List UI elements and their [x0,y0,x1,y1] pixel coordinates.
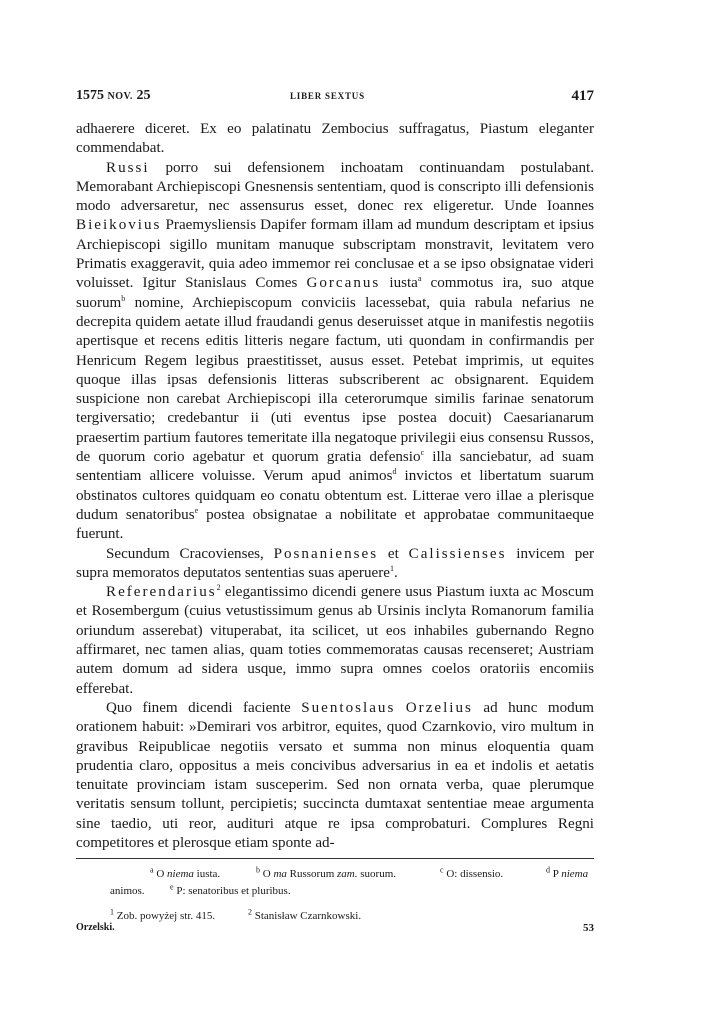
footnote-mark: 1 [110,907,114,917]
variant-lemma: animos. [110,885,145,897]
footnote-rule [76,858,594,859]
note-reference: b [121,293,126,303]
text-run: elegantissimo dicendi genere usus Piastum iuxta ac Moscum et Rosembergum (cuius vetustissimum genus ab Ursinis inclyta Romanorum familia oriundum asserebat) vituperabat, ita scilicet, ut eos inhabiles gubernando Regno affirmaret, nec tamen alias, quam toties commemoratas causas recenseret; Austriam autem domum ad sidera usque, immo supra omnes coelos oratoriis encomiis efferebat. [76,584,594,697]
variant-lemma: Russorum [289,868,335,880]
body-paragraph [76,159,594,545]
variant-witness: P [176,885,183,897]
text-run: et [378,545,409,562]
text-run: ad hunc modum orationem habuit: »Demirari vos arbitror, equites, quod Czarnkovio, viro multum in gravibus Reipublicae negotiis versato et summa non minus eloquentia quam prudentia claro, oppositus a meis concivibus adversarius in ea et indolis et aetatis tenuitate provinciam istam susceperim. Sed non ornata verba, quae plerumque veritatis sensum tollunt, percipietis; succincta dumtaxat sententiae meae argumenta sine taedio, uti reor, audituri atque re ipsa comprobaturi. Complures Regni competitores et plerosque etiam sponte ad- [76,699,594,851]
variant-note-d [546,866,588,883]
variant-text: : dissensio. [454,868,504,880]
apparatus [76,866,594,925]
spaced-name: Posnanienses [273,545,379,562]
running-title: LIBER SEXTUS [290,91,365,101]
spaced-name: Russi [106,159,150,176]
header-year: 1575 [76,88,104,103]
body-paragraph [76,699,594,853]
main-text [76,120,594,853]
note-reference: 1 [389,563,394,573]
header-day: 25 [136,88,151,103]
running-header [76,88,594,110]
note-reference: e [194,505,199,515]
variant-note-e [170,883,291,900]
body-paragraph [76,545,594,584]
variant-word: ma [273,868,287,880]
text-run: invicem per supra memoratos deputatos sententias suas aperuere [76,545,594,581]
spaced-name: Orzelius [405,699,473,716]
variant-witness: O [156,868,165,880]
text-run [395,700,405,716]
spaced-name: Calissienses [408,545,507,562]
note-reference: 2 [216,583,221,593]
text-run: invictos et libertatum suarum obstinatos cultores quidquam eo conatu obtentum est. Litterae vero illae a plerisque dudum senatoribus [76,468,594,523]
variant-note-b [256,866,396,883]
page-number: 417 [571,88,594,104]
body-paragraph [76,583,594,699]
variant-notes-line-2 [76,883,594,900]
variant-word: niema [561,868,589,880]
footer-signature: Orzelski. [76,922,115,933]
text-run: . [393,564,398,581]
text-run: adhaerere diceret. Ex eo palatinatu Zembocius suffragatus, Piastum eleganter commendabat. [76,121,594,157]
spaced-name: Referendarius [106,584,217,601]
note-reference: d [392,467,397,477]
variant-word: niema [167,868,194,880]
text-run: Secundum Cracovienses, [106,545,274,562]
variant-witness: P [552,868,559,880]
note-reference: c [420,448,425,458]
header-date [76,88,150,104]
variant-mark: a [150,865,154,875]
spaced-name: Bieikovius [76,217,162,234]
footnote-text: Stanisław Czarnkowski. [254,910,362,922]
body-paragraph [76,120,594,159]
text-run: postea obsignatae a nobilitate et approbatae communitaeque fuerunt. [76,506,594,543]
variant-word: zam. [337,868,358,880]
variant-witness: O [446,868,455,880]
variant-notes-line-1 [76,866,594,883]
header-month: NOV. [107,91,133,102]
variant-note-c [440,866,503,883]
variant-note-a [150,866,220,883]
variant-text: : senatoribus et pluribus. [182,885,291,897]
text-run: nomine, Archiepiscopum conviciis lacessebat, quia rabula nefarius ne decrepita quidem aetate illud fraudandi genus deseruisset atque in manifestis negotiis apertisque et recens editis litteris negare factum, uti quondam in confirmandis per Henricum Regem legibus praestitisset, ausus esset. Petebat imprimis, ut equites quoque illas ipsas defensionis litteras subscriberent ac obsignarent. Equidem suspicione non carebat Archiepiscopi illa ceterorumque similis farinae senatorum tergiversatio; credebantur ii (uti eventus ipse postea docuit) Caesarianarum praesertim partium fautores temeritate illa negatoque privilegii eius consensu Russos, de quorum corio agebatur et quorum gratia defensio [76,294,594,466]
text-run: illa sanciebatur, ad suam sententiam allicere voluisse. Verum apud animos [76,449,594,485]
variant-mark: c [440,865,444,875]
text-run: commotus ira, suo atque suorum [76,275,595,311]
footer-sheet-number: 53 [583,922,594,934]
text-run: iusta [380,275,418,292]
page-footer [76,922,594,942]
variant-lemma: suorum. [360,868,397,880]
text-run: porro sui defensionem inchoatam continuandam postulabant. Memorabant Archiepiscopi Gnesnensis sententiam, quod is conscripto illi defensionis modo adversaretur, nec assensurus esset, donec rex eligeretur. Unde Ioannes [76,159,594,215]
variant-lemma: iusta. [196,868,221,880]
variant-mark: d [546,865,550,875]
footnote-text: Zob. powyżej str. 415. [116,910,216,922]
variant-witness: O [262,868,271,880]
text-run: Quo finem dicendi faciente [106,699,302,716]
footnote-mark: 2 [248,907,252,917]
variant-mark: e [170,882,174,892]
note-reference: a [417,274,422,284]
spaced-name: Suentoslaus [301,699,396,716]
variant-mark: b [256,865,260,875]
spaced-name: Gorcanus [306,275,381,292]
text-run: Praemysliensis Dapifer formam illam ad mundum descriptam et ipsius Archiepiscopi sigillo munitam manuque subscriptam monstravit, levitatem vero Primatis exaggeravit, quia adeo immemor rei conclusae et a se ipso obsignatae videri voluisset. Igitur Stanislaus Comes [76,217,594,292]
